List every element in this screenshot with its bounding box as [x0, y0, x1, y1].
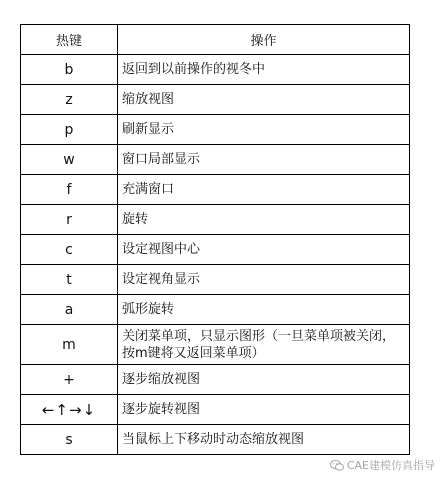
table-row: [21, 85, 410, 115]
operation-cell: 设定视图中心: [118, 235, 410, 265]
hotkey-cell: f: [21, 175, 118, 205]
hotkey-table: [20, 24, 410, 455]
hotkey-cell: s: [21, 425, 118, 455]
operation-cell: 当鼠标上下移动时动态缩放视图: [118, 425, 410, 455]
operation-cell: 刷新显示: [118, 115, 410, 145]
table-row: [21, 395, 410, 425]
watermark-text: CAE建模仿真指导: [346, 459, 435, 472]
hotkey-cell-arrows: ←↑→↓: [21, 395, 118, 425]
table-row: [21, 365, 410, 395]
hotkey-cell: c: [21, 235, 118, 265]
operation-cell: 充满窗口: [118, 175, 410, 205]
table-row: [21, 325, 410, 365]
hotkey-cell: b: [21, 55, 118, 85]
operation-cell: 弧形旋转: [118, 295, 410, 325]
hotkey-cell: +: [21, 365, 118, 395]
operation-cell: 窗口局部显示: [118, 145, 410, 175]
hotkey-cell: m: [21, 325, 118, 365]
table-row: [21, 55, 410, 85]
header-hotkey: 热键: [21, 25, 118, 55]
table-row: [21, 295, 410, 325]
table-row: [21, 145, 410, 175]
operation-cell: 缩放视图: [118, 85, 410, 115]
operation-cell: 设定视角显示: [118, 265, 410, 295]
hotkey-cell: a: [21, 295, 118, 325]
operation-cell: 逐步旋转视图: [118, 395, 410, 425]
operation-cell: 关闭菜单项，只显示图形（一旦菜单项被关闭，按m键将又返回菜单项）: [118, 325, 410, 365]
table-row: [21, 425, 410, 455]
hotkey-cell: z: [21, 85, 118, 115]
operation-cell: 旋转: [118, 205, 410, 235]
table-row: [21, 265, 410, 295]
table-row: [21, 205, 410, 235]
wechat-icon: [330, 460, 344, 471]
watermark: [330, 457, 435, 473]
operation-cell: 返回到以前操作的视冬中: [118, 55, 410, 85]
table-header-row: [21, 25, 410, 55]
operation-cell: 逐步缩放视图: [118, 365, 410, 395]
hotkey-cell: t: [21, 265, 118, 295]
hotkey-cell: w: [21, 145, 118, 175]
table-row: [21, 115, 410, 145]
hotkey-cell: p: [21, 115, 118, 145]
table-row: [21, 235, 410, 265]
hotkey-cell: r: [21, 205, 118, 235]
header-operation: 操作: [118, 25, 410, 55]
table-row: [21, 175, 410, 205]
